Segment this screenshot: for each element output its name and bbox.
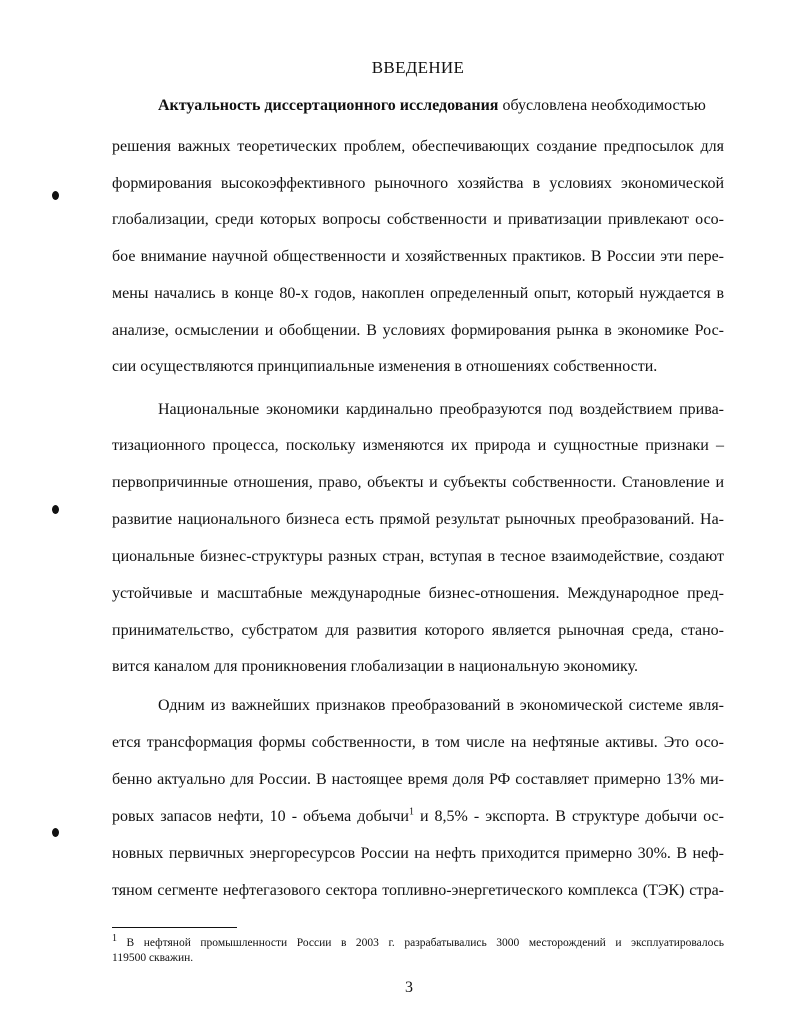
paragraph-3-footnote-ref-line	[112, 807, 724, 827]
paragraph-3-line: ется трансформация формы собственности, в том числе на нефтяные активы. Это осо-	[112, 734, 724, 751]
binder-hole-top	[52, 191, 59, 200]
paragraph-3-line: тяном сегменте нефтегазового сектора топливно-энергетического комплекса (ТЭК) стра-	[112, 882, 724, 899]
paragraph-1-first-line	[158, 96, 706, 116]
paragraph-1-line: формирования высокоэффективного рыночного хозяйства в условиях экономической	[112, 175, 724, 192]
paragraph-3-line: бенно актуально для России. В настоящее время доля РФ составляет примерно 13% ми-	[112, 771, 724, 788]
paragraph-1-line: бое внимание научной общественности и хозяйственных практиков. В России эти пере-	[112, 248, 724, 265]
footnote-ref-text-after: и 8,5% - экспорта. В структуре добычи ос-	[413, 808, 724, 825]
footnote-text-1: В нефтяной промышленности России в 2003 г. разрабатывались 3000 месторождений и эксплуатировалось	[117, 937, 724, 949]
actuality-lead: Актуальность диссертационного исследования	[158, 97, 499, 114]
binder-hole-bottom	[52, 828, 59, 837]
paragraph-1-line: мены начались в конце 80-х годов, накоплен определенный опыт, который нуждается в	[112, 285, 724, 302]
page-number: 3	[405, 979, 413, 996]
paragraph-2-line: первопричинные отношения, право, объекты и субъекты собственности. Становление и	[112, 474, 724, 491]
footnote-line-1	[112, 933, 724, 951]
footnote-line-2: 119500 скважин.	[112, 952, 194, 964]
paragraph-2-last-line: вится каналом для проникновения глобализации в национальную экономику.	[112, 658, 638, 675]
paragraph-1-line: анализе, осмыслении и обобщении. В условиях формирования рынка в экономике Рос-	[112, 322, 724, 339]
actuality-lead-rest: обусловлена необходимостью	[498, 97, 706, 114]
paragraph-2-line: циональные бизнес-структуры разных стран, вступая в тесное взаимодействие, создают	[112, 548, 724, 565]
paragraph-1-line: решения важных теоретических проблем, обеспечивающих создание предпосылок для	[112, 138, 724, 155]
paragraph-2-line: тизационного процесса, поскольку изменяются их природа и сущностные признаки –	[112, 437, 724, 454]
paragraph-3-first-line: Одним из важнейших признаков преобразований в экономической системе явля-	[158, 697, 724, 714]
paragraph-2-first-line: Национальные экономики кардинально преобразуются под воздействием прива-	[158, 401, 724, 418]
page-title: ВВЕДЕНИЕ	[371, 58, 465, 77]
paragraph-2-line: устойчивые и масштабные международные бизнес-отношения. Международное пред-	[112, 585, 724, 602]
binder-hole-middle	[52, 505, 59, 514]
footnote-mark: 1	[112, 933, 117, 945]
footnote-divider	[112, 927, 237, 928]
paragraph-3-line: новных первичных энергоресурсов России на нефть приходится примерно 30%. В неф-	[112, 845, 724, 862]
footnote-ref-text-before: ровых запасов нефти, 10 - объема добычи	[112, 808, 409, 825]
paragraph-2-line: принимательство, субстратом для развития которого является рыночная среда, стано-	[112, 622, 724, 639]
paragraph-2-line: развитие национального бизнеса есть прямой результат рыночных преобразований. На-	[112, 511, 724, 528]
paragraph-1-last-line: сии осуществляются принципиальные изменения в отношениях собственности.	[112, 358, 658, 375]
footnote-reference-mark[interactable]: 1	[408, 806, 414, 818]
paragraph-1-line: глобализации, среди которых вопросы собственности и приватизации привлекают осо-	[112, 211, 724, 228]
